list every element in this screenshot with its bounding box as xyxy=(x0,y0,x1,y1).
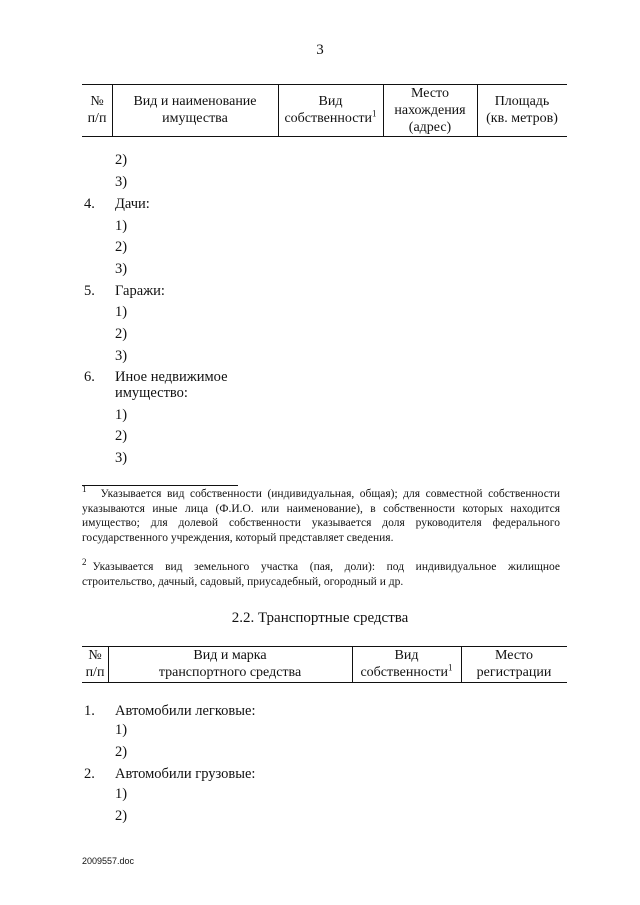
footnote-text: Указывается вид земельного участка (пая, доли): под индивидуальное жилищное строительство, дачный, садовый, приусадебный, огородный и др. xyxy=(82,561,560,588)
footer-filename: 2009557.doc xyxy=(82,856,135,866)
table1-bottom-border xyxy=(82,136,567,137)
list-item-text: 1) xyxy=(115,786,128,802)
col-number-header: № п/п xyxy=(87,94,107,126)
col-number-header: № п/п xyxy=(85,648,105,680)
table1-header xyxy=(82,84,567,136)
list-item-text: 1) xyxy=(115,218,128,234)
list-item-text: Дачи: xyxy=(115,196,150,212)
list-item-text: Иное недвижимое xyxy=(115,369,228,385)
footnote-text: Указывается вид собственности (индивидуальная, общая); для совместной собственности указываются иные лица (Ф.И.О. или наименование), в собственности которых находится имущество; для долевой собственности указывается доля руководителя федерального государственного учреждения, который представляет сведения. xyxy=(82,488,560,544)
list-item-number: 2. xyxy=(84,766,95,782)
col-registration-header: Место регистрации xyxy=(476,648,552,680)
col-location-header: Место нахождения (адрес) xyxy=(394,85,466,135)
footnote-mark: 2 xyxy=(82,557,87,568)
col-vehicle-header: Вид и марка транспортного средства xyxy=(158,648,302,680)
col-area-header: Площадь (кв. метров) xyxy=(486,94,558,126)
list-item-number: 5. xyxy=(84,283,95,299)
list-item-number: 6. xyxy=(84,369,95,385)
footnote-separator xyxy=(82,485,238,486)
list-item-text: Автомобили легковые: xyxy=(115,703,256,719)
col-ownership-header: Вид собственности$^1$ xyxy=(360,648,453,680)
list-item-number: 1. xyxy=(84,703,95,719)
list-item-text: 3) xyxy=(115,174,128,190)
list-item-text: 1) xyxy=(115,407,128,423)
table2-header xyxy=(82,646,567,682)
section-title: 2.2. Транспортные средства xyxy=(231,610,409,626)
footnote-mark: 1 xyxy=(82,484,87,495)
list-item-text: 3) xyxy=(115,450,128,466)
footnote-2 xyxy=(82,557,560,589)
list-item-text: 2) xyxy=(115,239,128,255)
col-property-header: Вид и наименование имущества xyxy=(133,94,257,126)
list-item-text: имущество: xyxy=(115,385,188,401)
col-ownership-header: Вид собственности$^1$ xyxy=(284,94,377,126)
list-item-number: 4. xyxy=(84,196,95,212)
page-number: 3 xyxy=(316,42,324,58)
list-item-text: 3) xyxy=(115,348,128,364)
footnote-1 xyxy=(82,484,560,545)
list-item-text: 2) xyxy=(115,428,128,444)
list-item-text: 2) xyxy=(115,744,128,760)
list-item-text: Гаражи: xyxy=(115,283,165,299)
list-item-text: 2) xyxy=(115,326,128,342)
list-item-text: 1) xyxy=(115,304,128,320)
table2-bottom-border xyxy=(82,682,567,683)
list-item-text: 2) xyxy=(115,808,128,824)
list-item-text: 3) xyxy=(115,261,128,277)
list-item-text: Автомобили грузовые: xyxy=(115,766,256,782)
list-item-text: 2) xyxy=(115,152,128,168)
list-item-text: 1) xyxy=(115,722,128,738)
